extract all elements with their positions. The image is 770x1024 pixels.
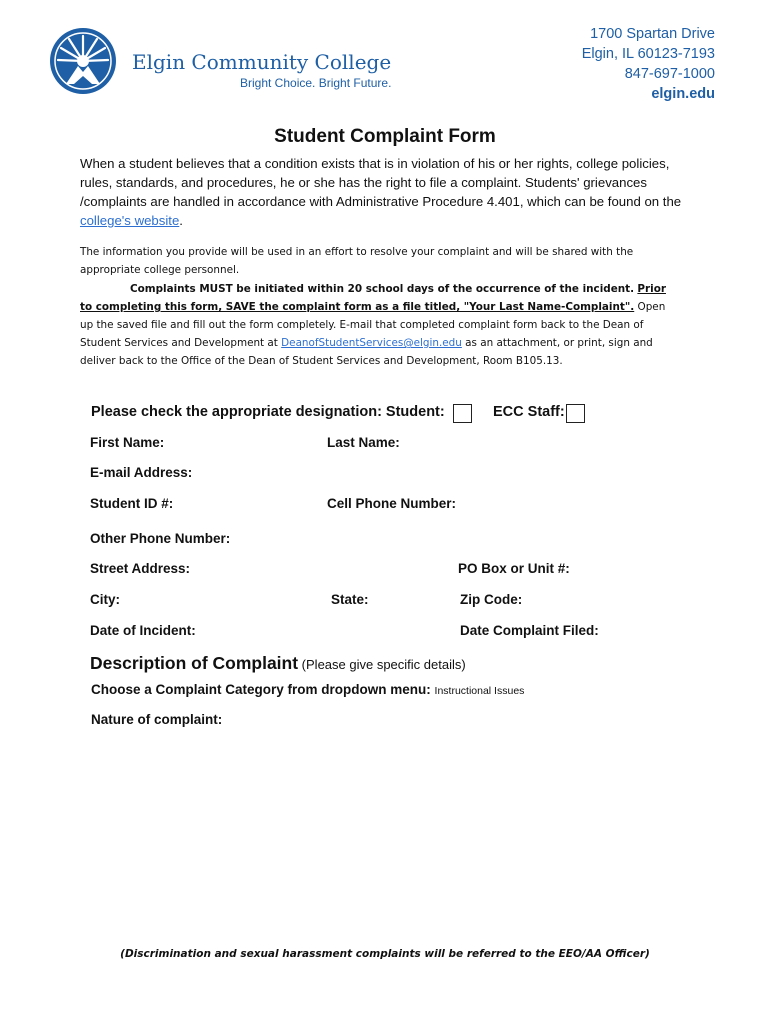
state-label: State: [331,592,369,607]
college-logo [48,26,118,96]
instructions-text: Open up the saved file and fill out the form completely. E-mail that completed complaint form back to the Dean of Student Services and Development at [80,301,666,349]
category-label [91,682,524,697]
intro-text: When a student believes that a condition exists that is in violation of his or her rights, college policies, rules, standards, and procedures, he or she has the right to file a complaint. Students' grievances /complaints are handled in accordance with Administrative Procedure 4.401, which can be found on the [80,156,682,209]
college-name: Elgin Community College [132,50,392,74]
nature-of-complaint-field[interactable] [90,735,680,930]
college-website-link[interactable]: college's website [80,213,180,228]
instructions-paragraph [80,280,680,370]
address-phone: 847-697-1000 [624,66,715,82]
description-subtitle: (Please give specific details) [298,657,466,672]
nature-of-complaint-label: Nature of complaint: [91,712,223,727]
description-title: Description of Complaint [90,653,299,673]
staff-label: ECC Staff: [493,404,565,420]
staff-checkbox[interactable] [566,404,585,423]
college-address [582,24,715,104]
instructions-text-end: as an attachment, or print, sign and deliver back to the Office of the Dean of Student Services and Development, Room B105.13. [80,337,653,367]
last-name-label: Last Name: [327,435,400,450]
info-paragraph: The information you provide will be used in an effort to resolve your complaint and will be shared with the appropriate college personnel. [80,246,634,276]
description-heading [90,653,466,674]
first-name-label: First Name: [90,435,165,450]
page-title: Student Complaint Form [274,126,496,147]
email-label: E-mail Address: [90,465,193,480]
date-filed-label: Date Complaint Filed: [460,623,599,638]
dean-email-link[interactable]: DeanofStudentServices@elgin.edu [281,337,462,349]
intro-text-end: . [179,213,183,228]
student-checkbox[interactable] [453,404,472,423]
student-id-label: Student ID #: [90,496,174,511]
deadline-notice: Complaints MUST be initiated within 20 school days of the occurrence of the incident. [130,283,635,295]
address-city: Elgin, IL 60123-7193 [581,46,715,62]
date-of-incident-label: Date of Incident: [90,623,196,638]
address-website: elgin.edu [651,86,715,102]
category-label-text: Choose a Complaint Category from dropdown menu: [91,682,431,697]
footer-note: (Discrimination and sexual harassment complaints will be referred to the EEO/AA Officer) [120,948,650,960]
college-tagline: Bright Choice. Bright Future. [240,76,392,90]
zip-code-label: Zip Code: [460,592,523,607]
street-address-label: Street Address: [90,561,191,576]
address-street: 1700 Spartan Drive [590,26,715,42]
intro-paragraph [80,154,690,230]
save-instructions: Prior to completing this form, SAVE the complaint form as a file titled, "Your Last Name-Complaint". [80,283,666,313]
designation-label: Please check the appropriate designation: Student: [91,404,445,420]
po-box-label: PO Box or Unit #: [458,561,570,576]
logo-emblem-icon [48,26,118,96]
other-phone-label: Other Phone Number: [90,531,231,546]
city-label: City: [90,592,120,607]
cell-phone-label: Cell Phone Number: [327,496,457,511]
category-dropdown[interactable]: Instructional Issues [434,685,525,697]
